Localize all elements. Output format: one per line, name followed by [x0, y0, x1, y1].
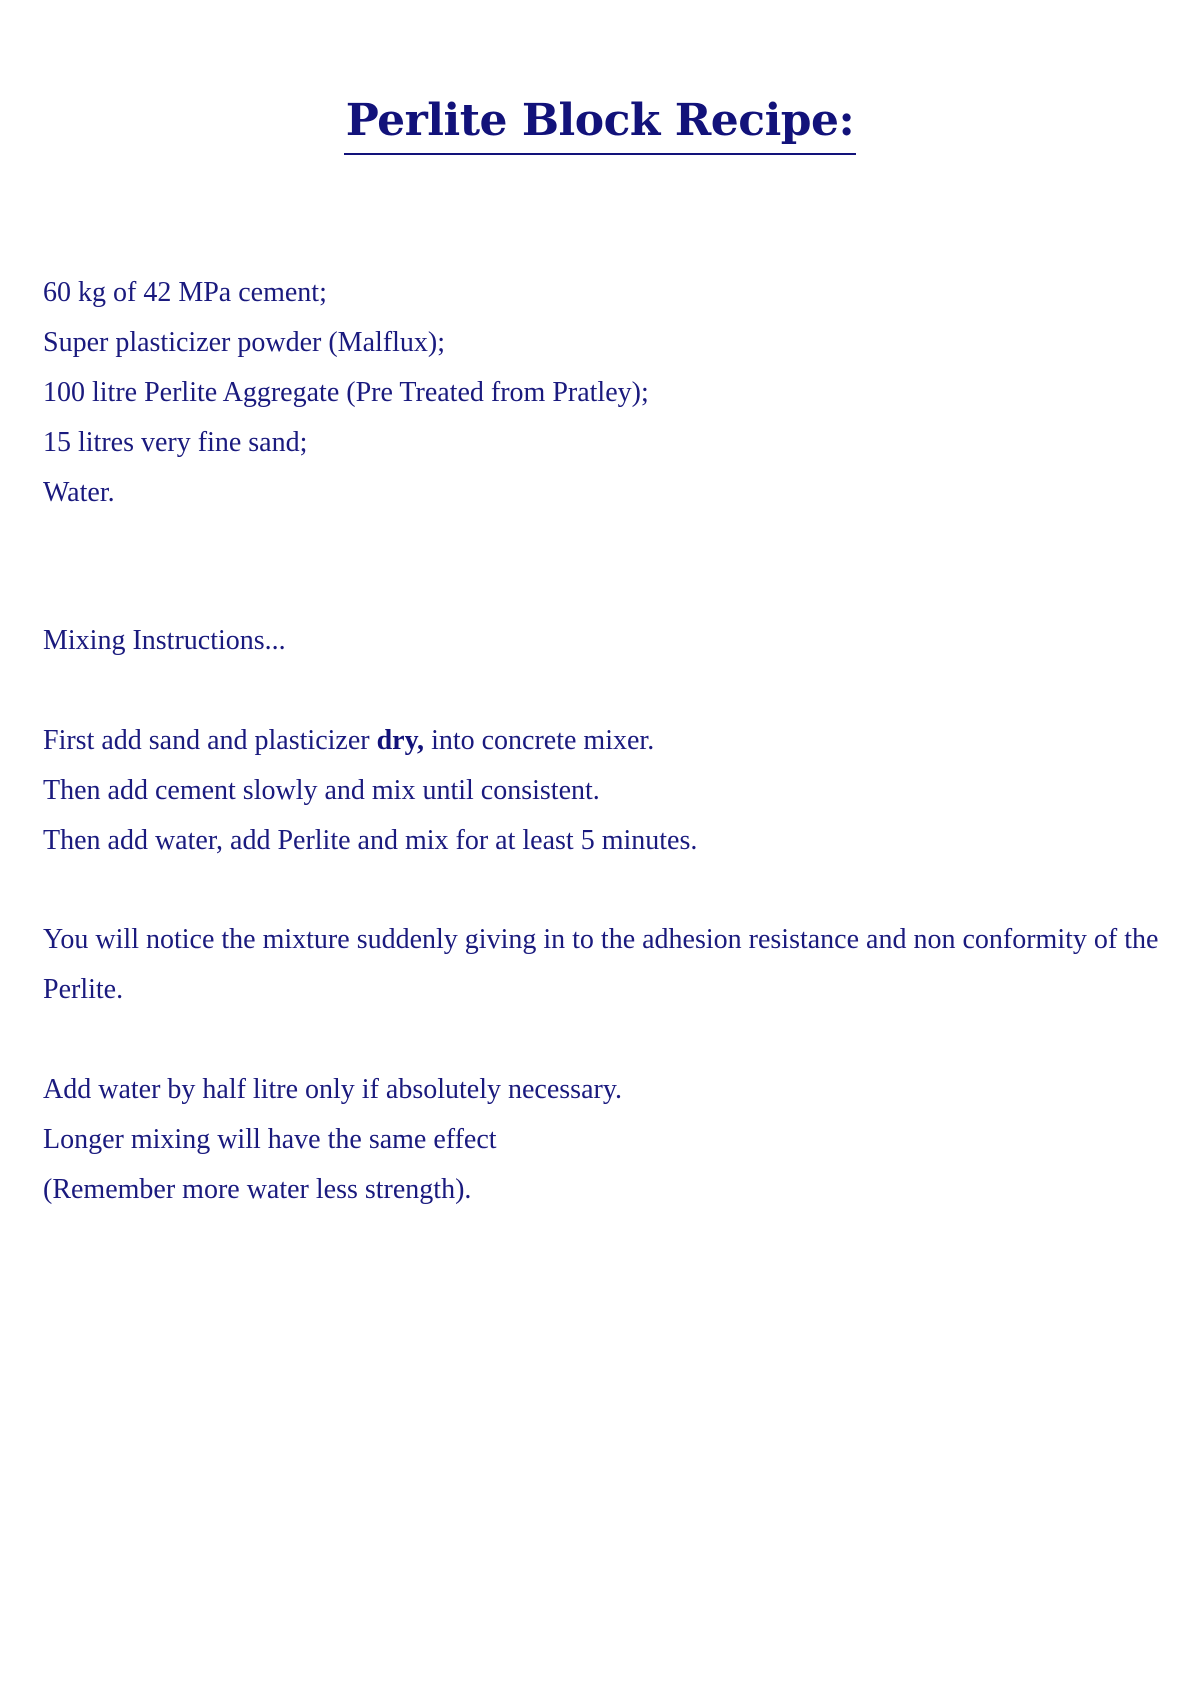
notice-text: You will notice the mixture suddenly giving in to the adhesion resistance and non conformity of the Perlite. [43, 924, 1159, 1005]
mixing-heading-text: Mixing Instructions... [43, 625, 286, 656]
advice-item: Add water by half litre only if absolutely necessary. [43, 1074, 623, 1105]
ingredients-list [43, 268, 1163, 518]
ingredient-item: Super plasticizer powder (Malflux); [43, 327, 445, 358]
mixing-instructions-heading [43, 616, 1163, 666]
advice-item: Longer mixing will have the same effect [43, 1124, 497, 1155]
ingredient-item: 100 litre Perlite Aggregate (Pre Treated from Pratley); [43, 377, 649, 408]
step-1-text-end: into concrete mixer. [424, 725, 655, 756]
ingredient-item: Water. [43, 477, 115, 508]
mixing-step-2: Then add cement slowly and mix until consistent. [43, 775, 600, 806]
advice-item: (Remember more water less strength). [43, 1174, 472, 1205]
mixing-steps [43, 716, 1163, 866]
advice-list [43, 1065, 1163, 1215]
title-container [0, 96, 1200, 155]
step-1-text-start: First add sand and plasticizer [43, 725, 377, 756]
ingredient-item: 60 kg of 42 MPa cement; [43, 277, 327, 308]
ingredient-item: 15 litres very fine sand; [43, 427, 308, 458]
mixing-step-1 [43, 716, 1163, 766]
page-title: Perlite Block Recipe: [344, 96, 857, 155]
mixing-step-3: Then add water, add Perlite and mix for at least 5 minutes. [43, 825, 698, 856]
step-1-emphasis: dry, [376, 725, 425, 756]
notice-paragraph [43, 915, 1163, 1015]
